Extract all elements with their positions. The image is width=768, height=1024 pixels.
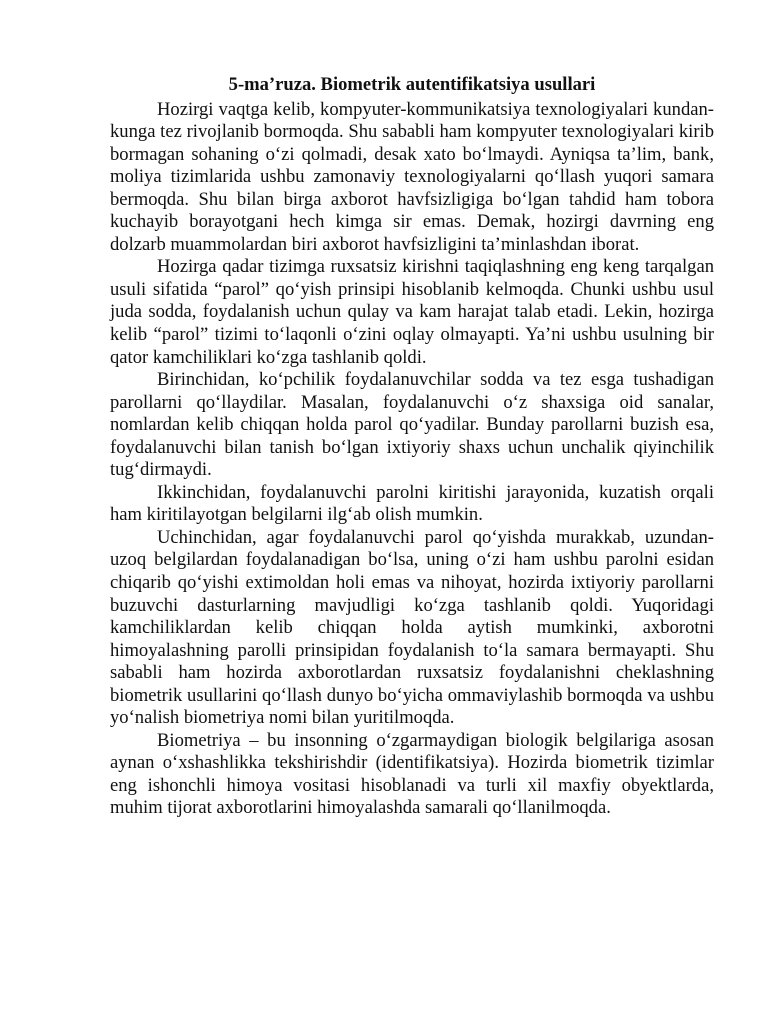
paragraph-biometry: Biometriya – bu insonning o‘zgarmaydigan biologik belgilariga asosan aynan o‘xshashlikka tekshirishdir (identifikatsiya). Hozirda biometrik tizimlar eng ishonchli himoya vositasi hisoblanadi va turli xil maxfiy obyektlarda, muhim tijorat axborotlarini himoyalashda samarali qo‘llanilmoqda. [110,729,714,819]
paragraph-third: Uchinchidan, agar foydalanuvchi parol qo‘yishda murakkab, uzundan-uzoq belgilardan foydalanadigan bo‘lsa, uning o‘zi ham ushbu parolni esidan chiqarib qo‘yishi extimoldan holi emas va nihoyat, hozirda ixtiyoriy parollarni buzuvchi dasturlarning mavjudligi ko‘zga tashlanib qoldi. Yuqoridagi kamchiliklardan kelib chiqqan holda aytish mumkinki, axborotni himoyalashning parolli prinsipidan foydalanish to‘la samara bermayapti. Shu sababli ham hozirda axborotlardan ruxsatsiz foydalanishni cheklashning biometrik usullarini qo‘llash dunyo bo‘yicha ommaviylashib bormoqda va ushbu yo‘nalish biometriya nomi bilan yuritilmoqda. [110,526,714,729]
paragraph-second: Ikkinchidan, foydalanuvchi parolni kiritishi jarayonida, kuzatish orqali ham kiritilayotgan belgilarni ilg‘ab olish mumkin. [110,481,714,526]
page-title: 5-ma’ruza. Biometrik autentifikatsiya usullari [228,74,596,95]
paragraph-password: Hozirga qadar tizimga ruxsatsiz kirishni taqiqlashning eng keng tarqalgan usuli sifatida “parol” qo‘yish prinsipi hisoblanib kelmoqda. Chunki ushbu usul juda sodda, foydalanish uchun qulay va kam harajat talab etadi. Lekin, hozirga kelib “parol” tizimi to‘laqonli o‘zini oqlay olmayapti. Ya’ni ushbu usulning bir qator kamchiliklari ko‘zga tashlanib qoldi. [110,256,714,368]
paragraph-first: Birinchidan, ko‘pchilik foydalanuvchilar sodda va tez esga tushadigan parollarni qo‘llaydilar. Masalan, foydalanuvchi o‘z shaxsiga oid sanalar, nomlardan kelib chiqqan holda parol qo‘yadilar. Bunday parollarni buzish esa, foydalanuvchi bilan tanish bo‘lgan ixtiyoriy shaxs uchun unchalik qiyinchilik tug‘dirmaydi. [110,369,714,481]
document-page [110,74,714,820]
paragraph-intro: Hozirgi vaqtga kelib, kompyuter-kommunikatsiya texnologiyalari kundan-kunga tez rivojlanib bormoqda. Shu sababli ham kompyuter texnologiyalari kirib bormagan sohaning o‘zi qolmadi, desak xato bo‘lmaydi. Ayniqsa ta’lim, bank, moliya tizimlarida ushbu zamonaviy texnologiyalarni qo‘llash yuqori samara bermoqda. Shu bilan birga axborot havfsizligiga bo‘lgan tahdid ham tobora kuchayib borayotgani hech kimga sir emas. Demak, hozirgi davrning eng dolzarb muammolardan biri axborot havfsizligini ta’minlashdan iborat. [110,98,714,255]
